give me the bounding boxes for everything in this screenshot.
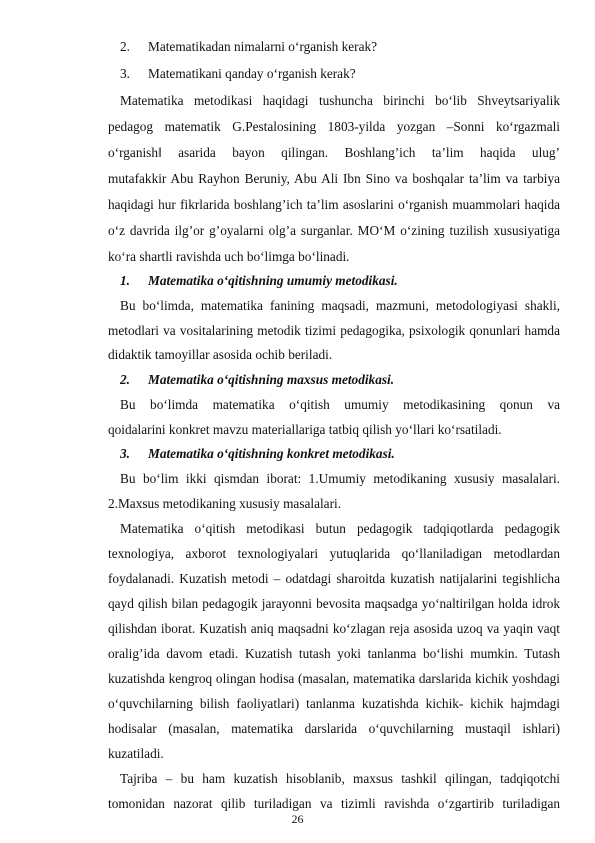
text-line: ko‘ra shartli ravishda uch bo‘limga bo‘linadi. xyxy=(108,249,350,264)
list-text: Matematikadan nimalarni o‘rganish kerak? xyxy=(148,39,378,54)
text-line: Matematika metodikasi haqidagi tushuncha birinchi bo‘lib Shveytsariyalik xyxy=(120,93,560,108)
text-line: mutafakkir Abu Rayhon Beruniy, Abu Ali Ibn Sino va boshqalar ta’lim va tarbiya xyxy=(108,171,560,186)
heading-text: Matematika o‘qitishning maxsus metodikasi. xyxy=(148,372,395,387)
text-line: o‘z davrida ilg’or g’oyalarni olg’a surganlar. MO‘M o‘zining tuzilish xususiyatiga xyxy=(108,223,560,238)
text-line: texnologiya, axborot texnologiyalari yutuqlarida qo‘llaniladigan metodlardan xyxy=(108,546,560,561)
heading-number: 3. xyxy=(120,446,130,461)
list-number: 2. xyxy=(120,39,130,54)
text-line: Bu bo‘limda matematika o‘qitish umumiy metodikasining qonun va xyxy=(120,397,560,412)
text-line: o‘rganish‖ asarida bayon qilingan. Boshlang’ich ta’lim haqida ulug’ xyxy=(108,145,560,160)
text-line: Bu bo‘limda, matematika fanining maqsadi, mazmuni, metodologiyasi shakli, xyxy=(120,298,560,313)
heading-number: 1. xyxy=(120,273,130,288)
text-line: oralig’ida davom etadi. Kuzatish tutash yoki tanlanma bo‘lishi mumkin. Tutash xyxy=(108,646,560,661)
text-line: kuzatishda kengroq olingan hodisa (masalan, matematika darslarida kichik yoshdagi xyxy=(108,671,560,686)
text-line: pedagog matematik G.Pestalosining 1803-yilda yozgan –Sonni ko‘rgazmali xyxy=(108,119,560,134)
text-line: qayd qilish bilan pedagogik jarayonni bevosita maqsadga yo‘naltirilgan holda idrok xyxy=(108,596,560,611)
text-line: Tajriba – bu ham kuzatish hisoblanib, maxsus tashkil qilingan, tadqiqotchi xyxy=(120,771,560,786)
text-line: 2.Maxsus metodikaning xususiy masalalari. xyxy=(108,496,342,511)
page-number: 26 xyxy=(291,812,304,826)
list-number: 3. xyxy=(120,66,130,81)
text-line: tomonidan nazorat qilib turiladigan va tizimli ravishda o‘zgartirib turiladigan xyxy=(108,796,560,811)
text-line: o‘quvchilarning bilish faoliyatlari) tanlanma kuzatishda kichik- kichik hajmdagi xyxy=(108,696,560,711)
text-line: qilishdan iborat. Kuzatish aniq maqsadni ko‘zlagan reja asosida uzoq va yaqin vaqt xyxy=(108,621,560,636)
text-line: Matematika o‘qitish metodikasi butun pedagogik tadqiqotlarda pedagogik xyxy=(120,521,560,536)
text-line: Bu bo‘lim ikki qismdan iborat: 1.Umumiy metodikaning xususiy masalalari. xyxy=(120,471,560,486)
text-line: didaktik tamoyillar asosida ochib beriladi. xyxy=(108,347,333,362)
text-line: kuzatiladi. xyxy=(108,746,164,761)
heading-text: Matematika o‘qitishning umumiy metodikasi. xyxy=(148,273,398,288)
text-line: foydalanadi. Kuzatish metodi – odatdagi sharoitda kuzatish natijalarini tegishlicha xyxy=(108,571,560,586)
text-line: haqidagi hur fikrlarida boshlang’ich ta’lim asoslarini o‘rganish muammolari haqida xyxy=(108,197,560,212)
heading-number: 2. xyxy=(120,372,130,387)
text-line: hodisalar (masalan, matematika darslarida o‘quvchilarning mustaqil ishlari) xyxy=(108,721,560,736)
list-text: Matematikani qanday o‘rganish kerak? xyxy=(148,66,356,81)
text-line: metodlari va vositalarining metodik tizimi pedagogika, psixologik qonunlari hamda xyxy=(108,323,560,338)
text-line: qoidalarini konkret mavzu materiallariga tatbiq qilish yo‘llari ko‘rsatiladi. xyxy=(108,422,502,437)
heading-text: Matematika o‘qitishning konkret metodikasi. xyxy=(148,446,395,461)
